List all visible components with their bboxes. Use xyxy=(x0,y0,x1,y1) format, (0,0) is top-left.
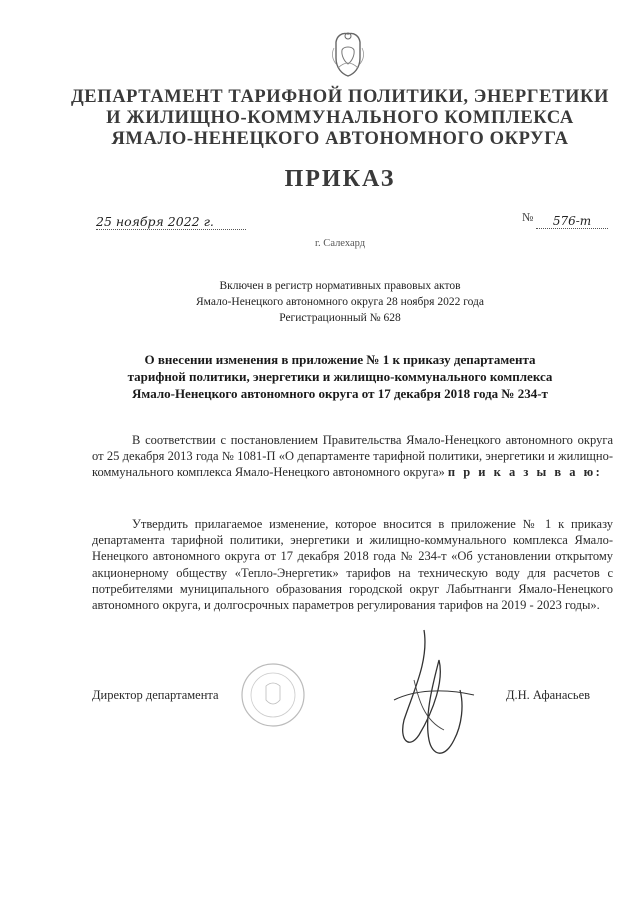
order-date: 25 ноября 2022 г. xyxy=(96,214,246,230)
department-name-line-1: ДЕПАРТАМЕНТ ТАРИФНОЙ ПОЛИТИКИ, ЭНЕРГЕТИКИ xyxy=(70,87,610,107)
body-paragraph-1 xyxy=(92,432,613,481)
order-verb: п р и к а з ы в а ю: xyxy=(447,465,603,480)
signer-position: Директор департамента xyxy=(92,688,219,702)
department-name-line-2: И ЖИЛИЩНО-КОММУНАЛЬНОГО КОМПЛЕКСА xyxy=(106,108,574,128)
subject-line-3: Ямало-Ненецкого автономного округа от 17 декабря 2018 года № 234-т xyxy=(132,386,548,401)
coat-of-arms-icon xyxy=(328,28,368,78)
document-type-title: ПРИКАЗ xyxy=(284,166,396,192)
registration-line-2: Ямало-Ненецкого автономного округа 28 ноября 2022 года xyxy=(196,296,484,308)
subject-line-1: О внесении изменения в приложение № 1 к приказу департамента xyxy=(144,352,536,367)
order-number-label: № xyxy=(522,210,534,224)
subject-line-2: тарифной политики, энергетики и жилищно-коммунального комплекса xyxy=(127,369,553,384)
registration-line-3: Регистрационный № 628 xyxy=(279,312,401,324)
signer-name: Д.Н. Афанасьев xyxy=(506,688,591,702)
body-paragraph-1-text: В соответствии с постановлением Правительства Ямало-Ненецкого автономного округа от 25 декабря 2013 года № 1081-П «О департаменте тарифной политики, энергетики и жилищно-коммунального комплекса Ямало-Ненецкого автономного округа» xyxy=(92,433,613,480)
city: г. Салехард xyxy=(314,238,366,249)
signature-icon xyxy=(384,620,494,770)
body-paragraph-2-text: Утвердить прилагаемое изменение, которое вносится в приложение № 1 к приказу департамента тарифной политики, энергетики и жилищно-коммунального комплекса Ямало-Ненецкого автономного округа от 17 декабря 2018 года № 234-т «Об установлении открытому акционерному обществу «Тепло-Энергетик» тарифов на техническую воду для расчетов с потребителями муниципального образования городской округ Лабытнанги Ямало-Ненецкого автономного округа, и долгосрочных параметров регулирования тарифов на 2019 - 2023 годы». xyxy=(92,517,613,613)
registration-line-1: Включен в регистр нормативных правовых актов xyxy=(219,280,461,292)
order-number: 576-т xyxy=(536,214,608,229)
body-paragraph-2 xyxy=(92,516,613,613)
official-stamp-icon xyxy=(238,660,308,730)
department-name-line-3: ЯМАЛО-НЕНЕЦКОГО АВТОНОМНОГО ОКРУГА xyxy=(111,129,569,149)
